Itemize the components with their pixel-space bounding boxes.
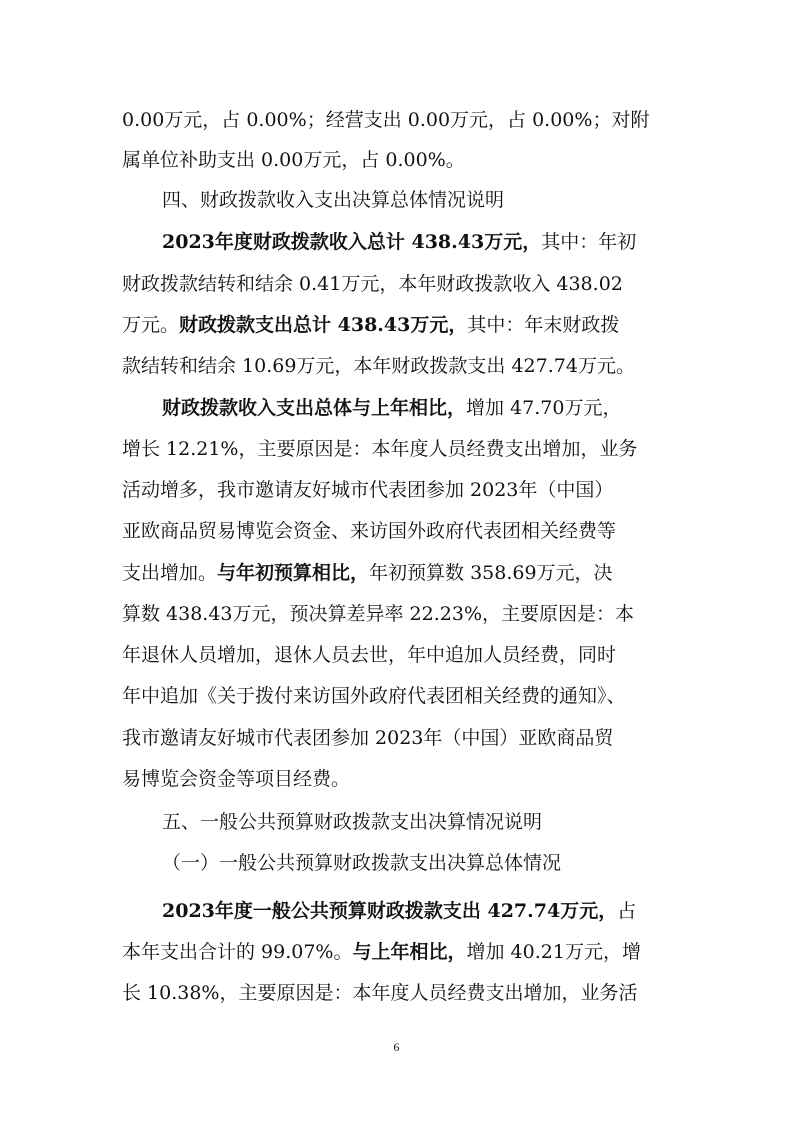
text-run: 年初预算数 358.69万元，决	[369, 562, 613, 584]
text-run: 其中：年初	[541, 231, 637, 253]
text-run: 占	[617, 900, 637, 922]
text-line-11	[122, 519, 682, 543]
text-run: 万元。	[122, 314, 180, 336]
text-run: 增长 12.21%，主要原因是：本年度人员经费支出增加，业务	[122, 438, 638, 460]
text-run: 四、财政拨款收入支出决算总体情况说明	[162, 189, 505, 211]
text-line-14	[122, 643, 682, 667]
text-run: 活动增多，我市邀请友好城市代表团参加 2023年（中国）	[122, 479, 614, 501]
text-line-4	[162, 230, 722, 254]
text-line-7	[122, 354, 682, 378]
bold-text-run: 与上年相比，	[352, 941, 467, 963]
text-line-10	[122, 478, 682, 502]
text-run: 属单位补助支出 0.00万元，占 0.00%。	[122, 149, 465, 171]
text-line-22	[122, 981, 682, 1005]
text-run: 0.00万元，占 0.00%；经营支出 0.00万元，占 0.00%；对附	[122, 109, 650, 131]
text-run: 年中追加《关于拨付来访国外政府代表团相关经费的通知》、	[122, 685, 626, 707]
text-line-20	[162, 899, 722, 923]
text-run: 长 10.38%，主要原因是：本年度人员经费支出增加，业务活	[122, 982, 638, 1004]
bold-text-run: 财政拨款收入支出总体与上年相比，	[162, 397, 467, 419]
text-run: 我市邀请友好城市代表团参加 2023年（中国）亚欧商品贸	[122, 727, 614, 749]
text-run: 其中：年末财政拨	[467, 314, 620, 336]
text-line-15	[122, 684, 682, 708]
text-line-2	[122, 148, 682, 172]
bold-text-run: 2023年度一般公共预算财政拨款支出 427.74万元，	[162, 900, 618, 922]
text-run: 年退休人员增加，退休人员去世，年中追加人员经费，同时	[122, 644, 617, 666]
text-run: 亚欧商品贸易博览会资金、来访国外政府代表团相关经费等	[122, 520, 617, 542]
text-line-13	[122, 602, 682, 626]
text-run: 五、一般公共预算财政拨款支出决算情况说明	[162, 811, 543, 833]
bold-text-run: 2023年度财政拨款收入总计 438.43万元，	[162, 231, 542, 253]
bold-text-run: 与年初预算相比，	[217, 562, 370, 584]
text-line-1	[122, 108, 682, 132]
text-run: 本年支出合计的 99.07%。	[122, 941, 353, 963]
text-run: 算数 438.43万元，预决算差异率 22.23%，主要原因是：本	[122, 603, 635, 625]
text-line-9	[122, 437, 682, 461]
text-line-12	[122, 561, 682, 585]
subsection-heading-1	[162, 851, 722, 875]
text-run: 支出增加。	[122, 562, 218, 584]
text-line-8	[162, 396, 722, 420]
text-run: 款结转和结余 10.69万元，本年财政拨款支出 427.74万元。	[122, 355, 635, 377]
section-heading-4	[162, 188, 722, 212]
text-line-17	[122, 767, 682, 791]
page-number: 6	[393, 1040, 400, 1054]
text-run: 易博览会资金等项目经费。	[122, 768, 351, 790]
section-heading-5	[162, 810, 722, 834]
text-run: （一）一般公共预算财政拨款支出决算总体情况	[162, 852, 562, 874]
text-run: 增加 47.70万元，	[466, 397, 622, 419]
text-line-6	[122, 313, 682, 337]
text-line-16	[122, 726, 682, 750]
text-line-21	[122, 940, 682, 964]
bold-text-run: 财政拨款支出总计 438.43万元，	[179, 314, 468, 336]
text-line-5	[122, 272, 682, 296]
text-run: 财政拨款结转和结余 0.41万元，本年财政拨款收入 438.02	[122, 273, 623, 295]
text-run: 增加 40.21万元，增	[466, 941, 641, 963]
